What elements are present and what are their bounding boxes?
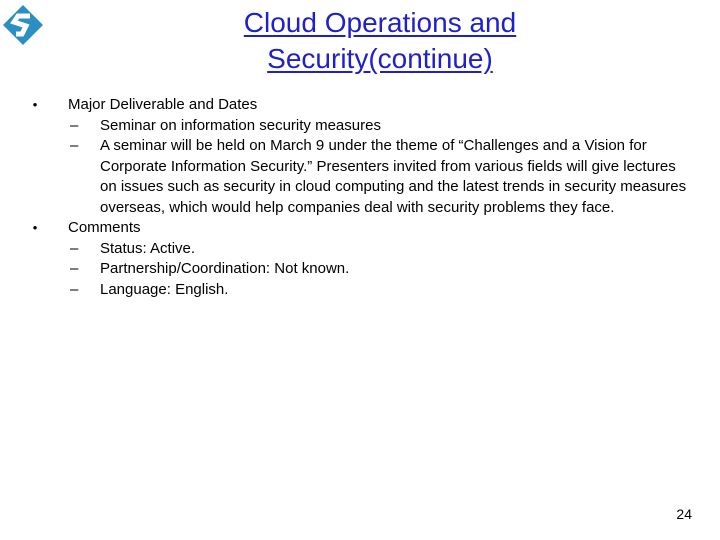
dash-marker: – — [70, 260, 79, 277]
sub-bullet — [68, 136, 690, 218]
bullet-marker: • — [32, 220, 38, 235]
slide-title-line-1: Cloud Operations and — [243, 7, 517, 38]
bullet-heading: Comments — [68, 219, 141, 236]
stylized-s-logo-icon — [2, 4, 44, 46]
sub-bullet-text: Seminar on information security measures — [100, 116, 381, 134]
sub-bullet — [68, 280, 690, 301]
slide-title — [120, 5, 640, 77]
sub-bullet — [68, 239, 690, 260]
bullet-marker: • — [32, 97, 38, 112]
sub-bullet-text: Status: Active. — [100, 239, 196, 257]
dash-marker: – — [70, 280, 79, 298]
sub-bullet-text: Partnership/Coordination: Not known. — [100, 260, 350, 277]
bullet-heading: Major Deliverable and Dates — [68, 96, 258, 113]
dash-marker: – — [70, 137, 79, 154]
page-number: 24 — [676, 506, 692, 522]
slide-title-line-2: Security(continue) — [267, 43, 493, 74]
sub-bullet-text: A seminar will be held on March 9 under the theme of “Challenges and a Vision for Corporate Information Security.” Presenters invited from various fields will give lectures on issues such as security in cloud computing and the latest trends in security measures overseas, which would help companies deal with security problems they face. — [100, 137, 687, 216]
bullet-major-deliverable — [30, 95, 690, 218]
sub-bullet-text: Language: English. — [100, 280, 229, 298]
dash-marker: – — [70, 116, 79, 134]
slide-content — [30, 95, 690, 300]
sub-bullet — [68, 259, 690, 280]
sub-bullet — [68, 116, 690, 137]
dash-marker: – — [70, 239, 79, 257]
bullet-comments — [30, 218, 690, 300]
